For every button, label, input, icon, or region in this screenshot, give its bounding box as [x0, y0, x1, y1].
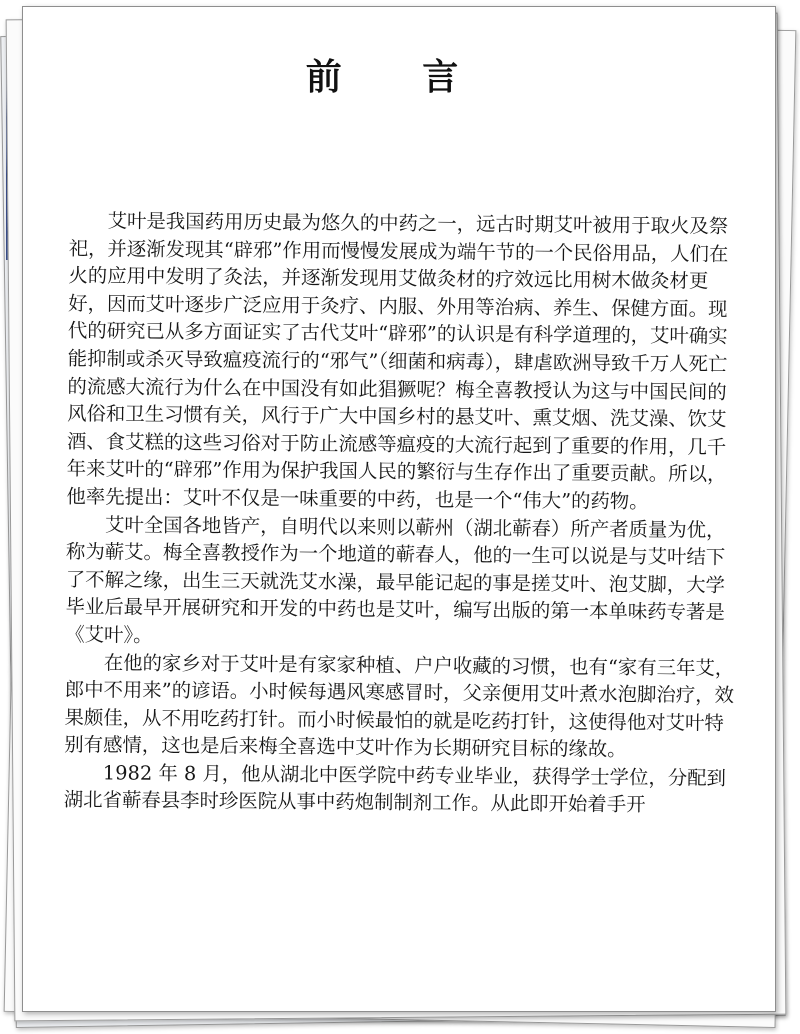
paragraph: 在他的家乡对于艾叶是有家家种植、户户收藏的习惯，也有“家有三年艾，郎中不用来”的谚语。小时候每遇风寒感冒时，父亲便用艾叶煮水泡脚治疗，效果颇佳，从不用吃药打针。而小时候最怕的就是吃药打针，这使得他对艾叶特别有感情，这也是后来梅全喜选中艾叶作为长期研究目标的缘故。	[64, 650, 735, 762]
document-page	[22, 6, 776, 1012]
paragraph: 艾叶是我国药用历史最为悠久的中药之一，远古时期艾叶被用于取火及祭祀，并逐渐发现其“辟邪”作用而慢慢发展成为端午节的一个民俗用品，人们在火的应用中发明了灸法，并逐渐发现用艾做灸材的疗效远比用树木做灸材更好，因而艾叶逐步广泛应用于灸疗、内服、外用等治病、养生、保健方面。现代的研究已从多方面证实了古代艾叶“辟邪”的认识是有科学道理的，艾叶确实能抑制或杀灭导致瘟疫流行的“邪气”（细菌和病毒），肆虐欧洲导致千万人死亡的流感大流行为什么在中国没有如此猖獗呢？梅全喜教授认为这与中国民间的风俗和卫生习惯有关，风行于广大中国乡村的悬艾叶、熏艾烟、洗艾澡、饮艾酒、食艾糕的这些习俗对于防止流感等瘟疫的大流行起到了重要的作用，几千年来艾叶的“辟邪”作用为保护我国人民的繁衍与生存作出了重要贡献。所以，他率先提出：艾叶不仅是一味重要的中药，也是一个“伟大”的药物。	[66, 209, 729, 514]
page-title: 前 言	[305, 57, 493, 98]
body-text	[64, 207, 741, 820]
paragraph: 1982 年 8 月，他从湖北中医学院中药专业毕业，获得学士学位，分配到湖北省蕲春县李时珍医院从事中药炮制制剂工作。从此即开始着手开	[63, 761, 727, 817]
paragraph: 艾叶全国各地皆产，自明代以来则以蕲州（湖北蕲春）所产者质量为优，称为蕲艾。梅全喜教授作为一个地道的蕲春人，他的一生可以说是与艾叶结下了不解之缘，出生三天就洗艾水澡，最早能记起的事是搓艾叶、泡艾脚，大学毕业后最早开展研究和开发的中药也是艾叶，编写出版的第一本单味药专著是《艾叶》。	[65, 512, 726, 647]
